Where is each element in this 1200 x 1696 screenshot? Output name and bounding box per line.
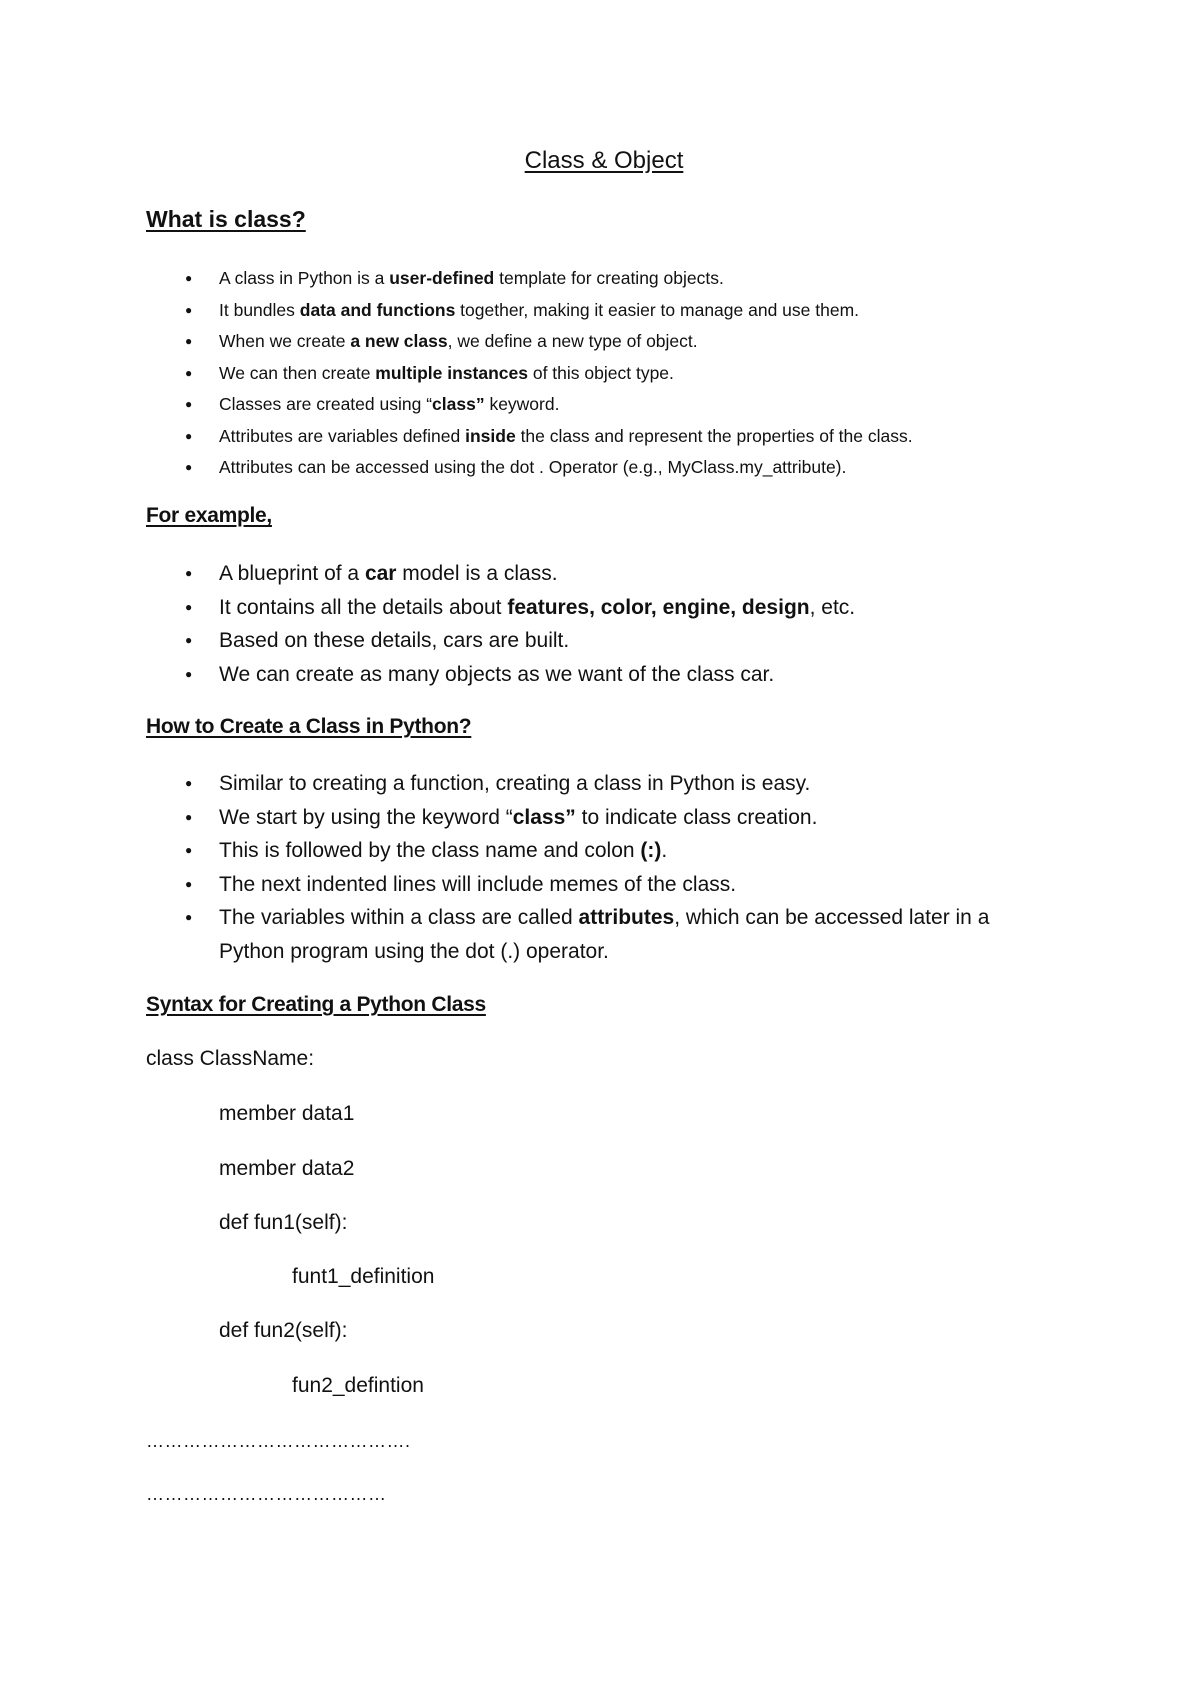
list-item: ● We can create as many objects as we want of the class car.: [146, 658, 855, 692]
list-item: ● Similar to creating a function, creating a class in Python is easy.: [146, 767, 1036, 801]
code-line: funt1_definition: [292, 1265, 435, 1288]
heading-for-example: For example,: [146, 504, 272, 527]
bullet-icon: ●: [185, 271, 193, 285]
list-item: ● Attributes are variables defined inside the class and represent the properties of the class.: [146, 421, 913, 453]
list-what-is-class: [146, 263, 913, 484]
bullet-icon: ●: [185, 599, 193, 614]
list-item: ● It contains all the details about features, color, engine, design, etc.: [146, 591, 855, 625]
list-for-example: [146, 557, 855, 691]
bullet-icon: ●: [185, 334, 193, 348]
list-item: ● The next indented lines will include memes of the class.: [146, 868, 1036, 902]
code-line: class ClassName:: [146, 1047, 315, 1070]
list-item: ● We start by using the keyword “class” to indicate class creation.: [146, 801, 1036, 835]
code-line: member data2: [219, 1157, 355, 1180]
heading-how-to-create-class: How to Create a Class in Python?: [146, 715, 472, 738]
heading-syntax: Syntax for Creating a Python Class: [146, 993, 486, 1016]
bullet-icon: ●: [185, 365, 193, 380]
list-item: ● Based on these details, cars are built.: [146, 624, 855, 658]
bullet-icon: ●: [185, 460, 193, 474]
code-line: fun2_defintion: [292, 1374, 424, 1397]
bullet-icon: ●: [185, 566, 193, 580]
page-title: Class & Object: [524, 147, 684, 174]
code-line: def fun2(self):: [219, 1319, 348, 1342]
ellipsis-line: …………………………………….: [146, 1431, 411, 1451]
list-item: ● Classes are created using “class” keyword.: [146, 389, 913, 421]
bullet-icon: ●: [185, 666, 193, 681]
bullet-icon: ●: [185, 876, 193, 891]
list-item: ● This is followed by the class name and colon (:).: [146, 834, 1036, 868]
list-item: ● We can then create multiple instances of this object type.: [146, 358, 913, 390]
heading-what-is-class: What is class?: [146, 206, 306, 232]
code-line: def fun1(self):: [219, 1211, 348, 1234]
code-line: member data1: [219, 1102, 355, 1125]
bullet-icon: ●: [185, 633, 193, 647]
ellipsis-line: …………………………………: [146, 1484, 387, 1504]
list-how-to-create-class: [146, 767, 1036, 968]
bullet-icon: ●: [185, 910, 193, 924]
list-item: ● Attributes can be accessed using the dot . Operator (e.g., MyClass.my_attribute).: [146, 452, 913, 484]
list-item: ● The variables within a class are called attributes, which can be accessed later in a Python program using the dot (.) operator.: [146, 901, 1036, 968]
bullet-icon: ●: [185, 776, 193, 790]
list-item: ● It bundles data and functions together, making it easier to manage and use them.: [146, 295, 913, 327]
bullet-icon: ●: [185, 428, 193, 443]
bullet-icon: ●: [185, 397, 193, 411]
bullet-icon: ●: [185, 843, 193, 857]
bullet-icon: ●: [185, 809, 193, 824]
list-item: ● A class in Python is a user-defined template for creating objects.: [146, 263, 913, 295]
list-item: ● When we create a new class, we define a new type of object.: [146, 326, 913, 358]
bullet-icon: ●: [185, 302, 193, 317]
list-item: ● A blueprint of a car model is a class.: [146, 557, 855, 591]
